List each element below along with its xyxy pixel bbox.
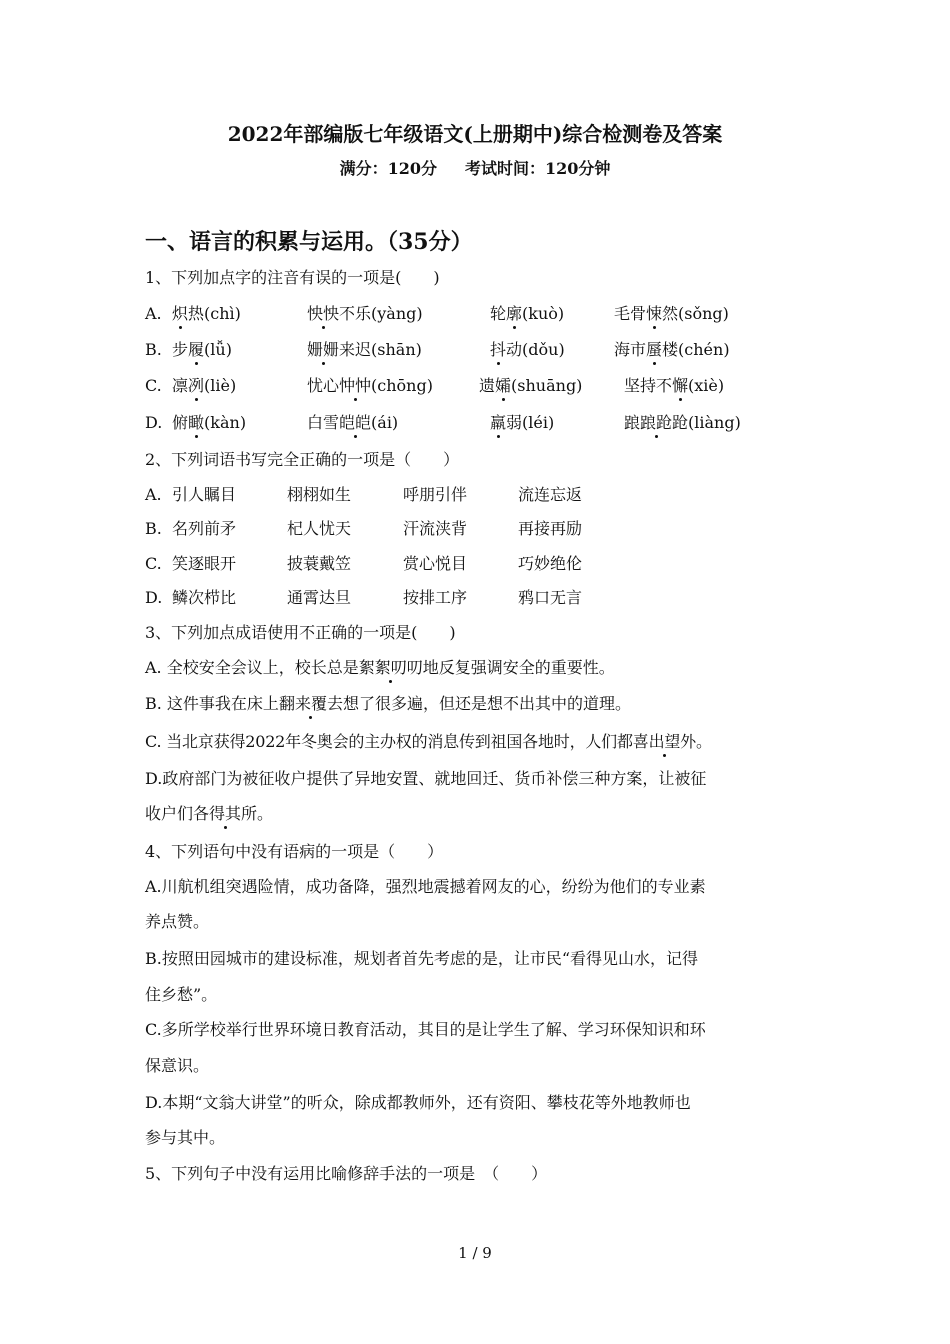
- q2-option-d-label: D.: [145, 588, 163, 607]
- section-heading: 一、语言的积累与运用。（35分）: [145, 229, 473, 255]
- exam-time: 考试时间：120分钟: [465, 159, 611, 178]
- emphasis-dot: 履: [188, 338, 204, 362]
- q2-option-a-3: 呼朋引伴: [403, 485, 468, 504]
- emphasis-dot: 抖: [490, 338, 506, 362]
- q1-option-d-2: 白雪皑皑(ái): [307, 411, 398, 435]
- q3-option-d-line-1: D.政府部门为被征收户提供了异地安置、就地回迁、货币补偿三种方案，让被征: [145, 769, 707, 788]
- q1-option-d-label: D.: [145, 413, 163, 432]
- q4-option-c-line-1: C.多所学校举行世界环境日教育活动，其目的是让学生了解、学习环保知识和环: [145, 1020, 706, 1039]
- question-2-stem: 2、下列词语书写完全正确的一项是（ ）: [145, 450, 460, 469]
- q2-option-c-2: 披蓑戴笠: [287, 554, 352, 573]
- q2-option-d-2: 通霄达旦: [287, 588, 352, 607]
- question-1-stem: 1、下列加点字的注音有误的一项是( ): [145, 268, 440, 287]
- emphasis-dot: 忡忡: [339, 374, 371, 398]
- q1-option-b-3: 抖动(dǒu): [490, 338, 565, 362]
- emphasis-dot: 羸: [490, 411, 506, 435]
- q2-option-a-1: 引人瞩目: [172, 485, 237, 504]
- emphasis-dot: 喜出望外: [633, 730, 696, 754]
- q4-option-d-line-1: D.本期“文翁大讲堂”的听众，除成都教师外，还有资阳、攀枝花等外地教师也: [145, 1093, 691, 1112]
- q2-option-a-4: 流连忘返: [518, 485, 583, 504]
- emphasis-dot: 冽: [188, 374, 204, 398]
- q1-option-d-4: 踉踉跄跄(liàng): [624, 411, 741, 435]
- q3-option-b: B. 这件事我在床上翻来覆去想了很多遍，但还是想不出其中的道理。: [145, 692, 631, 716]
- q1-option-a-3: 轮廓(kuò): [490, 302, 564, 326]
- q1-option-c-1: 凛冽(liè): [172, 374, 236, 398]
- q4-option-a-line-1: A.川航机组突遇险情，成功备降，强烈地震撼着网友的心，纷纷为他们的专业素: [145, 877, 706, 896]
- emphasis-dot: 廓: [506, 302, 522, 326]
- question-5-stem: 5、下列句子中没有运用比喻修辞手法的一项是 （ ）: [145, 1164, 548, 1183]
- q2-option-b-3: 汗流浃背: [403, 519, 468, 538]
- emphasis-dot: 皑皑: [339, 411, 371, 435]
- question-3-stem: 3、下列加点成语使用不正确的一项是( ): [145, 623, 456, 642]
- q4-option-d-line-2: 参与其中。: [145, 1128, 226, 1147]
- q2-option-c-4: 巧妙绝伦: [518, 554, 583, 573]
- q2-option-b-label: B.: [145, 519, 162, 538]
- emphasis-dot: 孀: [495, 374, 511, 398]
- q2-option-c-label: C.: [145, 554, 162, 573]
- q1-option-d-3: 羸弱(léi): [490, 411, 554, 435]
- q1-option-a-label: A.: [145, 304, 162, 323]
- full-marks: 满分：120分: [339, 159, 437, 178]
- emphasis-dot: 踉踉跄跄: [624, 411, 688, 435]
- q1-option-a-2: 怏怏不乐(yàng): [307, 302, 423, 326]
- q1-option-c-2: 忧心忡忡(chōng): [307, 374, 433, 398]
- q2-option-c-1: 笑逐眼开: [172, 554, 237, 573]
- emphasis-dot: 炽: [172, 302, 188, 326]
- q4-option-b-line-1: B.按照田园城市的建设标准，规划者首先考虑的是，让市民“看得见山水，记得: [145, 949, 699, 968]
- document-title: 2022年部编版七年级语文(上册期中)综合检测卷及答案: [227, 122, 723, 146]
- q4-option-c-line-2: 保意识。: [145, 1056, 210, 1075]
- q2-option-b-4: 再接再励: [518, 519, 583, 538]
- q1-option-b-label: B.: [145, 340, 162, 359]
- emphasis-dot: 瞰: [188, 411, 204, 435]
- q2-option-d-1: 鳞次栉比: [172, 588, 237, 607]
- q3-option-d-line-2: 收户们各得其所。: [145, 802, 273, 826]
- exam-info: [0, 157, 950, 181]
- q1-option-b-2: 姗姗来迟(shān): [307, 338, 422, 362]
- emphasis-dot: 怏怏: [307, 302, 339, 326]
- emphasis-dot: 懈: [672, 374, 688, 398]
- page-number: 1 / 9: [458, 1244, 492, 1262]
- q2-option-d-4: 鸦口无言: [518, 588, 583, 607]
- q1-option-d-1: 俯瞰(kàn): [172, 411, 246, 435]
- q1-option-a-4: 毛骨悚然(sǒng): [614, 302, 729, 326]
- emphasis-dot: 姗姗: [307, 338, 339, 362]
- q4-option-a-line-2: 养点赞。: [145, 912, 210, 931]
- q1-option-b-1: 步履(lǚ): [172, 338, 232, 362]
- q3-option-c: C. 当北京获得2022年冬奥会的主办权的消息传到祖国各地时，人们都喜出望外。: [145, 730, 712, 754]
- q2-option-a-2: 栩栩如生: [287, 485, 352, 504]
- emphasis-dot: 各得其所: [193, 802, 257, 826]
- emphasis-dot: 悚: [646, 302, 662, 326]
- q2-option-b-1: 名列前矛: [172, 519, 237, 538]
- q1-option-c-label: C.: [145, 376, 162, 395]
- q2-option-d-3: 按排工序: [403, 588, 468, 607]
- q2-option-b-2: 杞人忧天: [287, 519, 352, 538]
- emphasis-dot: 蜃: [646, 338, 662, 362]
- q3-option-a: A. 全校安全会议上，校长总是絮絮叨叨地反复强调安全的重要性。: [145, 656, 615, 680]
- emphasis-dot: 絮絮叨叨: [359, 656, 423, 680]
- emphasis-dot: 翻来覆去: [279, 692, 343, 716]
- q1-option-c-3: 遗孀(shuāng): [479, 374, 582, 398]
- question-4-stem: 4、下列语句中没有语病的一项是（ ）: [145, 842, 444, 861]
- q1-option-a-1: 炽热(chì): [172, 302, 241, 326]
- q1-option-b-4: 海市蜃楼(chén): [614, 338, 730, 362]
- q2-option-a-label: A.: [145, 485, 162, 504]
- q2-option-c-3: 赏心悦目: [403, 554, 468, 573]
- q4-option-b-line-2: 住乡愁”。: [145, 985, 218, 1004]
- q1-option-c-4: 坚持不懈(xiè): [624, 374, 724, 398]
